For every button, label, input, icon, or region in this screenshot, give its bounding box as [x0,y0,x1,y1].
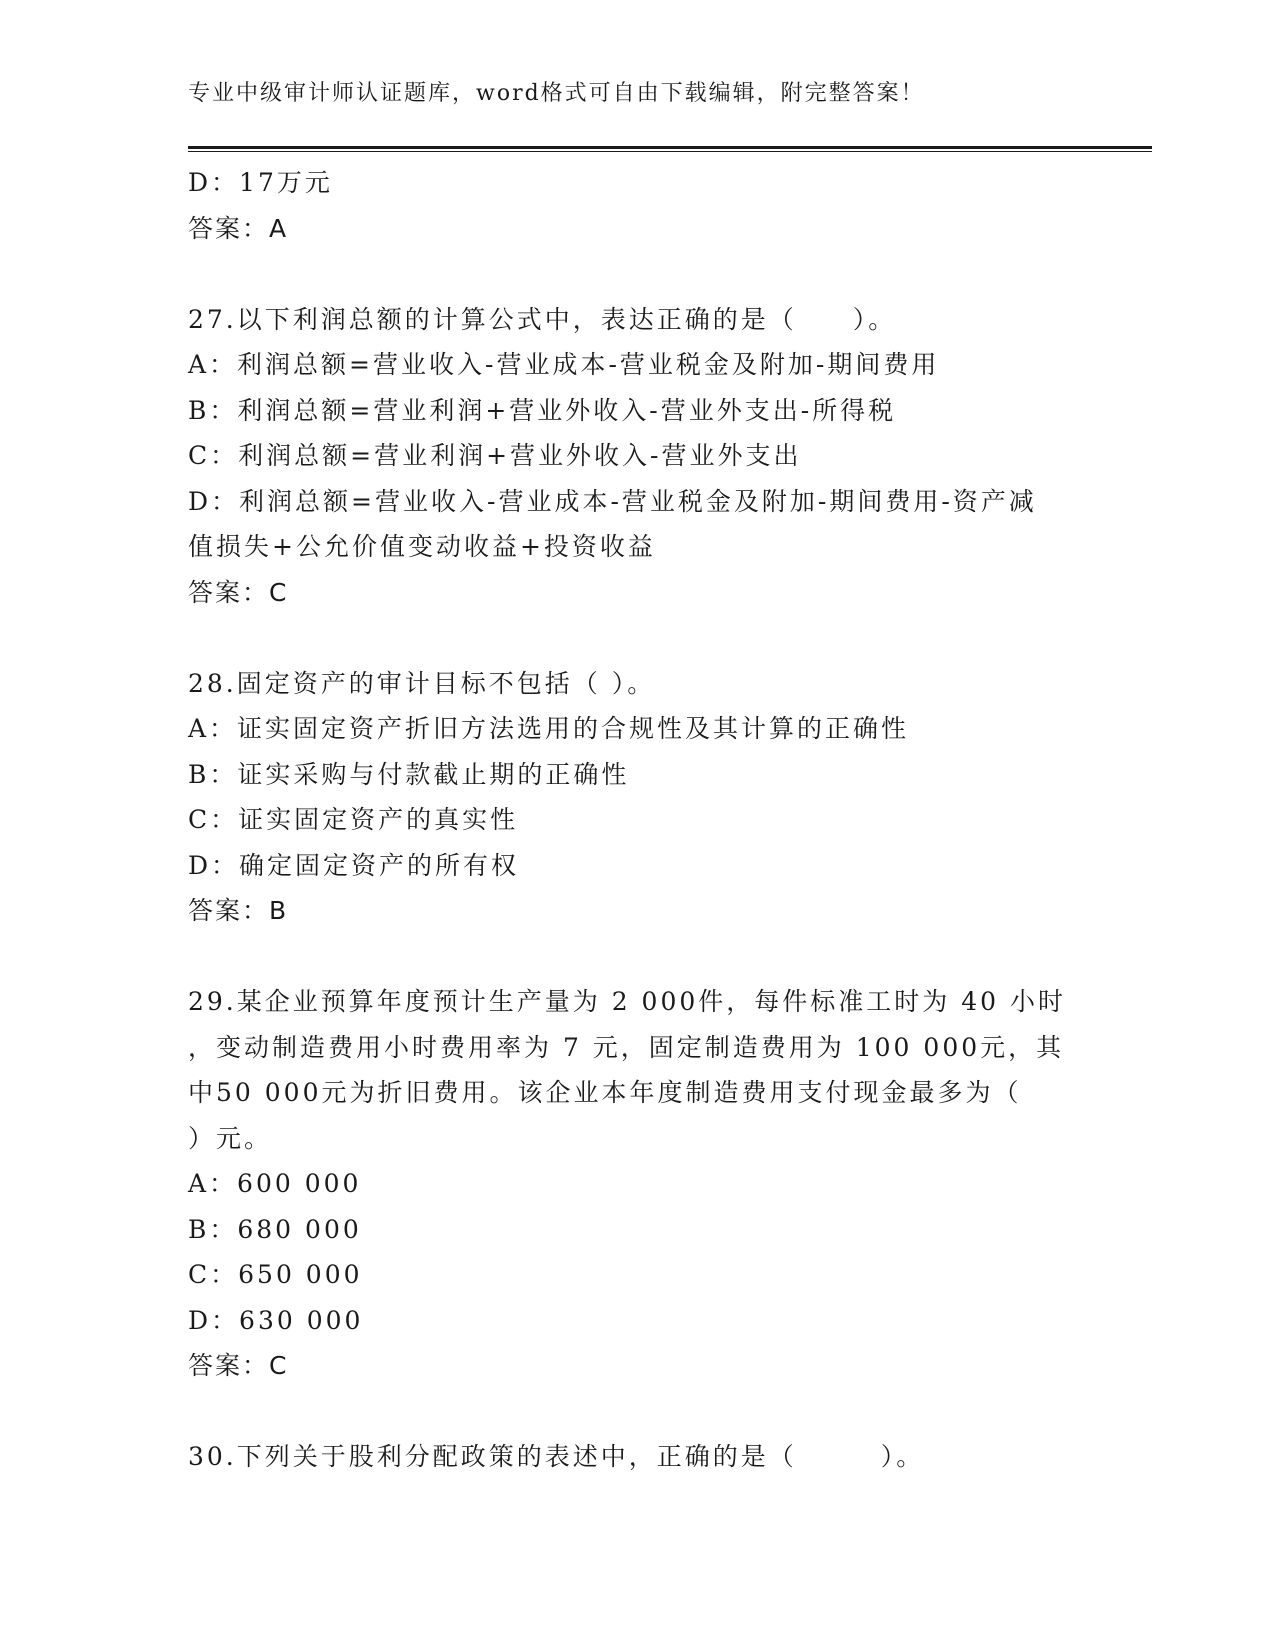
answer: 答案：B [188,896,289,925]
header-divider [188,146,1152,152]
question-stem-line-2: ，变动制造费用小时费用率为 7 元，固定制造费用为 100 000元，其 [188,1032,1065,1062]
question-stem-line-3: 中50 000元为折旧费用。该企业本年度制造费用支付现金最多为（ [188,1078,1022,1107]
document-body [188,160,1088,1480]
option-c: C：证实固定资产的真实性 [188,805,519,834]
option-a: A：证实固定资产折旧方法选用的合规性及其计算的正确性 [188,714,910,743]
prev-option-d: D：17万元 [188,168,333,197]
spacer [188,1389,1088,1435]
answer: 答案：C [188,1351,289,1380]
option-b: B：证实采购与付款截止期的正确性 [188,759,630,789]
question-27 [188,297,1088,616]
option-a: A：600 000 [188,1169,362,1198]
option-d: D：利润总额=营业收入-营业成本-营业税金及附加-期间费用-资产减 [188,486,1037,516]
spacer [188,615,1088,661]
answer: 答案：C [188,577,289,607]
option-b: B：利润总额=营业利润+营业外收入-营业外支出-所得税 [188,395,897,425]
option-d: D：确定固定资产的所有权 [188,850,520,880]
question-29 [188,979,1088,1389]
question-30 [188,1434,1088,1480]
option-b: B：680 000 [188,1214,362,1244]
page-header: 专业中级审计师认证题库，word格式可自由下载编辑，附完整答案！ [188,81,925,106]
question-stem-line-1: 29.某企业预算年度预计生产量为 2 000件，每件标准工时为 40 小时 [188,987,1066,1016]
option-d: D：630 000 [188,1305,364,1335]
question-stem: 30.下列关于股利分配政策的表述中，正确的是（ ）。 [188,1442,925,1471]
question-stem-line-4: ）元。 [188,1123,273,1153]
question-stem: 27.以下利润总额的计算公式中，表达正确的是（ ）。 [188,304,897,334]
question-stem: 28.固定资产的审计目标不包括（ ）。 [188,668,656,698]
option-a: A：利润总额=营业收入-营业成本-营业税金及附加-期间费用 [188,350,940,379]
spacer [188,251,1088,297]
spacer [188,934,1088,980]
option-d-continued: 值损失+公允价值变动收益+投资收益 [188,532,656,561]
question-28 [188,661,1088,934]
prev-answer: 答案：A [188,213,289,243]
option-c: C：利润总额=营业利润+营业外收入-营业外支出 [188,441,802,470]
option-c: C：650 000 [188,1260,363,1289]
